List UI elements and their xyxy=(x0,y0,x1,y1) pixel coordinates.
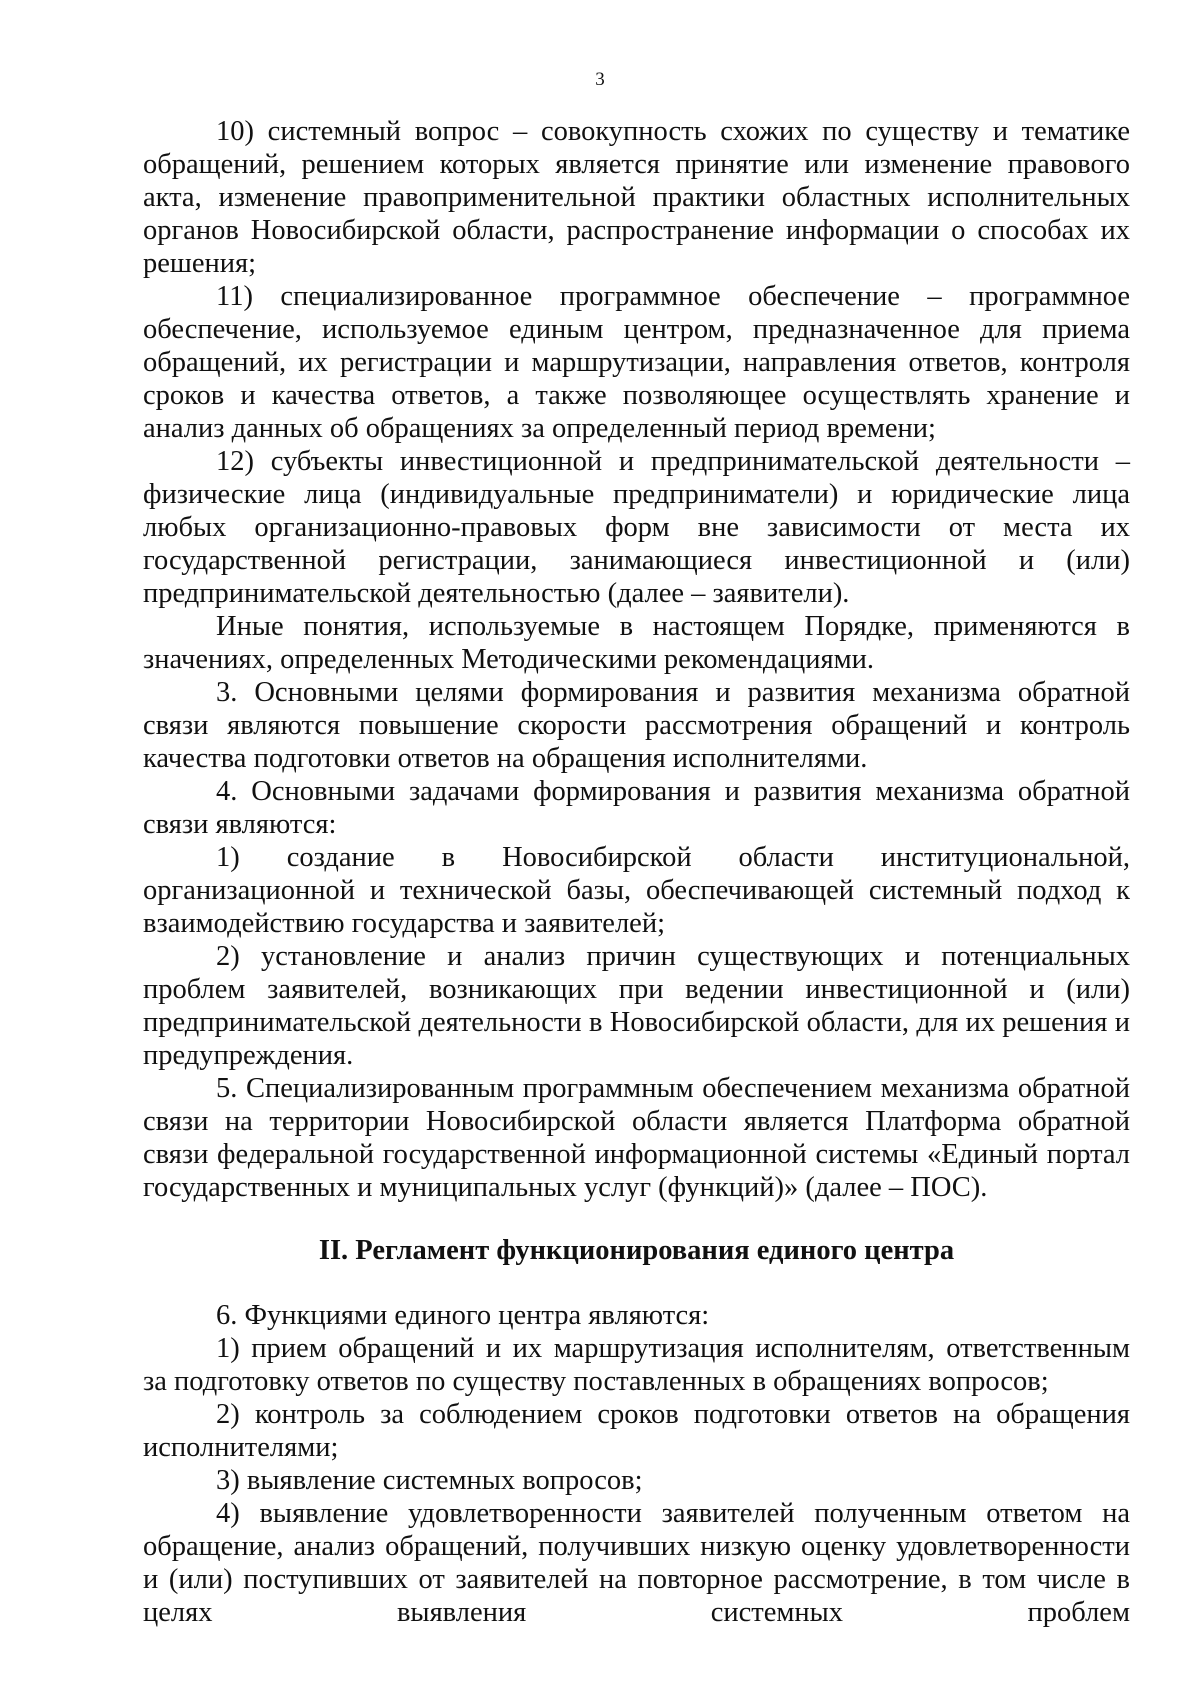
paragraph-item-10: 10) системный вопрос – совокупность схожих по существу и тематике обращений, решением которых является принятие или изменение правового акта, изменение правоприменительной практики областных исполнительных органов Новосибирской области, распространение информации о способах их решения; xyxy=(143,116,1130,279)
paragraph-item-12: 12) субъекты инвестиционной и предпринимательской деятельности – физические лица (индивидуальные предприниматели) и юридические лица любых организационно-правовых форм вне зависимости от места их государственной регистрации, занимающиеся инвестиционной и (или) предпринимательской деятельностью (далее – заявители). xyxy=(143,446,1130,609)
document-body xyxy=(143,115,1130,1629)
paragraph-6-item-1: 1) прием обращений и их маршрутизация исполнителям, ответственным за подготовку ответов по существу поставленных в обращениях вопросов; xyxy=(143,1333,1130,1397)
paragraph-4-item-1: 1) создание в Новосибирской области институциональной, организационной и технической базы, обеспечивающей системный подход к взаимодействию государства и заявителей; xyxy=(143,842,1130,939)
page-number: 3 xyxy=(595,69,605,90)
paragraph-4-item-2: 2) установление и анализ причин существующих и потенциальных проблем заявителей, возникающих при ведении инвестиционной и (или) предпринимательской деятельности в Новосибирской области, для их решения и предупреждения. xyxy=(143,941,1130,1071)
section-heading: II. Регламент функционирования единого центра xyxy=(318,1235,955,1266)
paragraph-6-item-3: 3) выявление системных вопросов; xyxy=(216,1465,643,1496)
paragraph-6-item-4: 4) выявление удовлетворенности заявителей полученным ответом на обращение, анализ обращений, получивших низкую оценку удовлетворенности и (или) поступивших от заявителей на повторное рассмотрение, в том числе в целях выявления системных проблем xyxy=(143,1498,1130,1628)
paragraph-4-tasks: 4. Основными задачами формирования и развития механизма обратной связи являются: xyxy=(143,776,1130,840)
paragraph-other-terms: Иные понятия, используемые в настоящем Порядке, применяются в значениях, определенных Методическими рекомендациями. xyxy=(143,611,1130,675)
paragraph-6-functions: 6. Функциями единого центра являются: xyxy=(216,1300,710,1331)
paragraph-item-11: 11) специализированное программное обеспечение – программное обеспечение, используемое единым центром, предназначенное для приема обращений, их регистрации и маршрутизации, направления ответов, контроля сроков и качества ответов, а также позволяющее осуществлять хранение и анализ данных об обращениях за определенный период времени; xyxy=(143,281,1130,444)
paragraph-5-software: 5. Специализированным программным обеспечением механизма обратной связи на территории Новосибирской области является Платформа обратной связи федеральной государственной информационной системы «Единый портал государственных и муниципальных услуг (функций)» (далее – ПОС). xyxy=(143,1073,1130,1203)
paragraph-3-goals: 3. Основными целями формирования и развития механизма обратной связи являются повышение скорости рассмотрения обращений и контроль качества подготовки ответов на обращения исполнителями. xyxy=(143,677,1130,774)
paragraph-6-item-2: 2) контроль за соблюдением сроков подготовки ответов на обращения исполнителями; xyxy=(143,1399,1130,1463)
